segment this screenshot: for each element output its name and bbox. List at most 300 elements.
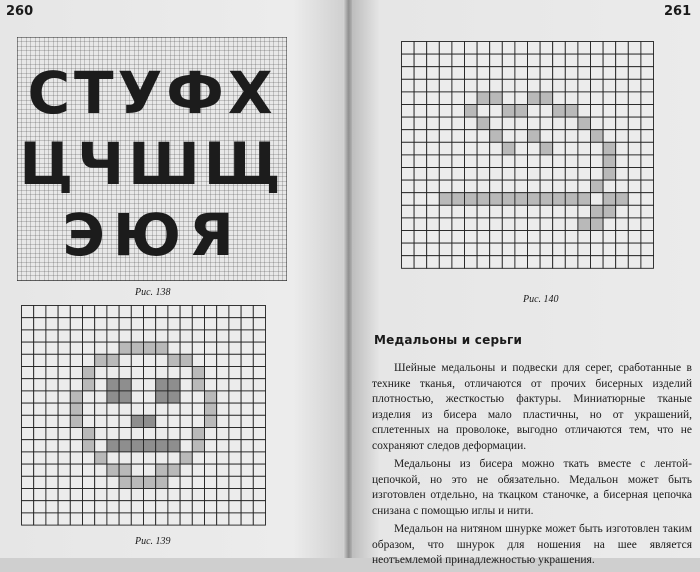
grid-cell xyxy=(107,501,119,513)
grid-cell xyxy=(180,367,192,379)
grid-cell xyxy=(119,415,131,427)
grid-cell xyxy=(192,391,204,403)
grid-cell xyxy=(95,452,107,464)
grid-cell xyxy=(465,79,478,92)
grid-cell xyxy=(253,452,265,464)
grid-cell xyxy=(217,318,229,330)
grid-cell xyxy=(95,489,107,501)
grid-cell xyxy=(217,428,229,440)
grid-cell xyxy=(95,440,107,452)
grid-cell xyxy=(83,440,95,452)
grid-cell xyxy=(34,501,46,513)
grid-cell xyxy=(477,79,490,92)
grid-cell xyxy=(402,117,415,130)
grid-cell xyxy=(452,67,465,80)
grid-cell xyxy=(427,79,440,92)
grid-cell xyxy=(46,306,58,318)
grid-cell xyxy=(402,92,415,105)
grid-cell xyxy=(22,428,34,440)
grid-cell xyxy=(553,130,566,143)
grid-cell xyxy=(616,256,629,269)
grid-cell xyxy=(168,367,180,379)
grid-cell xyxy=(641,193,654,206)
grid-cell xyxy=(603,117,616,130)
grid-cell xyxy=(465,256,478,269)
grid-cell xyxy=(144,403,156,415)
grid-cell xyxy=(452,42,465,55)
grid-cell xyxy=(144,379,156,391)
grid-cell xyxy=(616,67,629,80)
grid-cell xyxy=(490,79,503,92)
grid-cell xyxy=(70,354,82,366)
grid-cell xyxy=(490,243,503,256)
grid-cell xyxy=(515,105,528,118)
grid-cell xyxy=(107,476,119,488)
grid-cell xyxy=(22,379,34,391)
grid-cell xyxy=(107,391,119,403)
grid-cell xyxy=(628,142,641,155)
grid-cell xyxy=(34,354,46,366)
grid-cell xyxy=(180,501,192,513)
grid-cell xyxy=(553,256,566,269)
grid-cell xyxy=(83,354,95,366)
grid-cell xyxy=(119,464,131,476)
grid-cell xyxy=(591,168,604,181)
grid-cell xyxy=(591,92,604,105)
grid-cell xyxy=(490,142,503,155)
grid-cell xyxy=(46,464,58,476)
grid-cell xyxy=(591,54,604,67)
grid-cell xyxy=(439,67,452,80)
grid-cell xyxy=(168,342,180,354)
grid-cell xyxy=(22,513,34,525)
grid-cell xyxy=(528,243,541,256)
grid-cell xyxy=(477,218,490,231)
paragraph-3: Медальон на нитяном шнурке может быть изготовлен таким образом, что шнурок для ношения на шее является неотъемлемой принадлежностью украшения. xyxy=(372,523,692,566)
grid-cell xyxy=(253,513,265,525)
grid-cell xyxy=(439,117,452,130)
grid-cell xyxy=(528,155,541,168)
grid-cell xyxy=(578,92,591,105)
grid-cell xyxy=(192,318,204,330)
grid-cell xyxy=(83,342,95,354)
grid-cell xyxy=(465,67,478,80)
grid-cell xyxy=(402,193,415,206)
grid-cell xyxy=(414,193,427,206)
grid-cell xyxy=(553,54,566,67)
caption-fig-140: Рис. 140 xyxy=(523,294,559,305)
grid-cell xyxy=(427,218,440,231)
grid-cell xyxy=(58,489,70,501)
grid-cell xyxy=(502,155,515,168)
grid-cell xyxy=(616,155,629,168)
grid-cell xyxy=(22,452,34,464)
grid-cell xyxy=(229,464,241,476)
grid-cell xyxy=(192,489,204,501)
grid-cell xyxy=(528,79,541,92)
grid-cell xyxy=(565,205,578,218)
grid-cell xyxy=(565,193,578,206)
grid-cell xyxy=(253,415,265,427)
grid-cell xyxy=(465,231,478,244)
grid-cell xyxy=(70,318,82,330)
grid-cell xyxy=(477,42,490,55)
grid-cell xyxy=(229,415,241,427)
grid-cell xyxy=(156,403,168,415)
grid-cell xyxy=(192,403,204,415)
grid-cell xyxy=(578,54,591,67)
grid-cell xyxy=(192,415,204,427)
grid-cell xyxy=(241,367,253,379)
grid-cell xyxy=(217,330,229,342)
grid-cell xyxy=(58,367,70,379)
grid-cell xyxy=(83,428,95,440)
grid-cell xyxy=(217,464,229,476)
grid-cell xyxy=(490,256,503,269)
grid-cell xyxy=(603,130,616,143)
grid-cell xyxy=(402,130,415,143)
grid-cell xyxy=(490,54,503,67)
grid-cell xyxy=(229,476,241,488)
grid-cell xyxy=(515,92,528,105)
grid-cell xyxy=(131,464,143,476)
grid-cell xyxy=(205,501,217,513)
grid-cell xyxy=(565,42,578,55)
grid-cell xyxy=(168,403,180,415)
grid-cell xyxy=(515,79,528,92)
grid-cell xyxy=(414,180,427,193)
grid-cell xyxy=(46,379,58,391)
grid-cell xyxy=(131,318,143,330)
grid-cell xyxy=(616,105,629,118)
grid-cell xyxy=(565,218,578,231)
grid-cell xyxy=(253,354,265,366)
grid-cell xyxy=(34,330,46,342)
grid-cell xyxy=(528,42,541,55)
grid-cell xyxy=(144,476,156,488)
grid-cell xyxy=(70,476,82,488)
grid-cell xyxy=(119,452,131,464)
paragraph-2: Медальоны из бисера можно ткать вместе с лентой-цепочкой, но это не обязательно. Медальон может быть изготовлен отдельно, на ткацком станочке, а бисерная цепочка снизана с помощью иглы и нити. xyxy=(372,458,692,517)
grid-cell xyxy=(217,452,229,464)
grid-cell xyxy=(553,218,566,231)
grid-cell xyxy=(70,342,82,354)
grid-cell xyxy=(95,306,107,318)
grid-cell xyxy=(180,403,192,415)
grid-cell xyxy=(217,415,229,427)
grid-cell xyxy=(168,306,180,318)
grid-cell xyxy=(180,452,192,464)
grid-cell xyxy=(46,415,58,427)
grid-cell xyxy=(168,440,180,452)
grid-cell xyxy=(414,67,427,80)
grid-cell xyxy=(427,54,440,67)
grid-cell xyxy=(439,92,452,105)
grid-cell xyxy=(502,79,515,92)
grid-cell xyxy=(427,256,440,269)
grid-cell xyxy=(515,256,528,269)
grid-cell xyxy=(603,92,616,105)
grid-cell xyxy=(46,428,58,440)
grid-cell xyxy=(34,489,46,501)
grid-cell xyxy=(156,330,168,342)
figure-138-letter-chart xyxy=(17,37,287,281)
section-title: Медальоны и серьги xyxy=(374,333,523,347)
grid-cell xyxy=(95,415,107,427)
grid-cell xyxy=(465,117,478,130)
grid-cell xyxy=(144,513,156,525)
grid-cell xyxy=(229,306,241,318)
grid-cell xyxy=(253,501,265,513)
grid-cell xyxy=(515,130,528,143)
grid-cell xyxy=(22,415,34,427)
grid-cell xyxy=(628,168,641,181)
grid-cell xyxy=(540,193,553,206)
grid-cell xyxy=(591,105,604,118)
grid-cell xyxy=(95,428,107,440)
grid-cell xyxy=(144,452,156,464)
grid-cell xyxy=(144,440,156,452)
grid-cell xyxy=(641,243,654,256)
grid-cell xyxy=(34,440,46,452)
grid-cell xyxy=(58,391,70,403)
grid-cell xyxy=(34,464,46,476)
grid-cell xyxy=(452,168,465,181)
grid-cell xyxy=(156,476,168,488)
grid-cell xyxy=(490,67,503,80)
grid-cell xyxy=(46,330,58,342)
grid-cell xyxy=(46,342,58,354)
grid-cell xyxy=(144,501,156,513)
grid-cell xyxy=(205,452,217,464)
grid-cell xyxy=(616,42,629,55)
grid-cell xyxy=(180,354,192,366)
grid-cell xyxy=(70,440,82,452)
grid-cell xyxy=(192,501,204,513)
grid-cell xyxy=(578,42,591,55)
grid-cell xyxy=(34,403,46,415)
grid-cell xyxy=(553,180,566,193)
grid-cell xyxy=(477,67,490,80)
grid-cell xyxy=(452,256,465,269)
grid-cell xyxy=(402,54,415,67)
grid-cell xyxy=(641,180,654,193)
grid-cell xyxy=(452,92,465,105)
grid-cell xyxy=(565,92,578,105)
grid-cell xyxy=(217,403,229,415)
grid-cell xyxy=(253,318,265,330)
grid-cell xyxy=(22,476,34,488)
grid-cell xyxy=(540,130,553,143)
grid-cell xyxy=(83,464,95,476)
grid-cell xyxy=(540,79,553,92)
grid-cell xyxy=(427,42,440,55)
grid-cell xyxy=(241,501,253,513)
grid-cell xyxy=(565,142,578,155)
grid-cell xyxy=(439,193,452,206)
grid-cell xyxy=(241,403,253,415)
grid-cell xyxy=(217,391,229,403)
grid-cell xyxy=(241,342,253,354)
grid-cell xyxy=(502,256,515,269)
grid-cell xyxy=(402,79,415,92)
grid-cell xyxy=(490,218,503,231)
grid-cell xyxy=(180,306,192,318)
grid-cell xyxy=(119,489,131,501)
grid-cell xyxy=(439,218,452,231)
grid-cell xyxy=(502,54,515,67)
grid-cell xyxy=(46,318,58,330)
grid-cell xyxy=(490,105,503,118)
grid-cell xyxy=(477,117,490,130)
grid-cell xyxy=(241,379,253,391)
grid-cell xyxy=(119,440,131,452)
grid-cell xyxy=(628,67,641,80)
grid-cell xyxy=(528,142,541,155)
grid-cell xyxy=(180,476,192,488)
grid-cell xyxy=(156,318,168,330)
grid-cell xyxy=(192,330,204,342)
grid-cell xyxy=(402,231,415,244)
grid-cell xyxy=(616,168,629,181)
grid-cell xyxy=(241,489,253,501)
grid-cell xyxy=(540,92,553,105)
grid-cell xyxy=(465,193,478,206)
grid-cell xyxy=(490,168,503,181)
grid-cell xyxy=(241,464,253,476)
grid-cell xyxy=(528,130,541,143)
grid-cell xyxy=(180,342,192,354)
grid-cell xyxy=(616,92,629,105)
grid-cell xyxy=(241,330,253,342)
grid-cell xyxy=(427,117,440,130)
grid-cell xyxy=(241,476,253,488)
caption-fig-139: Рис. 139 xyxy=(135,536,171,547)
grid-cell xyxy=(439,42,452,55)
grid-cell xyxy=(144,354,156,366)
grid-cell xyxy=(168,318,180,330)
grid-cell xyxy=(502,180,515,193)
grid-cell xyxy=(241,513,253,525)
grid-cell xyxy=(180,428,192,440)
grid-cell xyxy=(515,243,528,256)
grid-cell xyxy=(578,117,591,130)
grid-cell xyxy=(46,403,58,415)
grid-cell xyxy=(402,155,415,168)
grid-cell xyxy=(591,205,604,218)
grid-cell xyxy=(95,513,107,525)
grid-cell xyxy=(229,501,241,513)
grid-cell xyxy=(205,428,217,440)
grid-cell xyxy=(528,105,541,118)
grid-cell xyxy=(540,180,553,193)
grid-cell xyxy=(402,205,415,218)
grid-cell xyxy=(616,180,629,193)
grid-cell xyxy=(144,306,156,318)
page-number-left: 260 xyxy=(6,4,34,19)
grid-cell xyxy=(565,231,578,244)
grid-cell xyxy=(490,180,503,193)
grid-cell xyxy=(58,476,70,488)
grid-cell xyxy=(402,142,415,155)
grid-cell xyxy=(591,231,604,244)
grid-cell xyxy=(439,243,452,256)
grid-cell xyxy=(502,42,515,55)
grid-cell xyxy=(641,79,654,92)
grid-cell xyxy=(156,306,168,318)
grid-cell xyxy=(414,155,427,168)
grid-cell xyxy=(156,367,168,379)
grid-cell xyxy=(156,415,168,427)
grid-cell xyxy=(229,489,241,501)
grid-cell xyxy=(528,231,541,244)
grid-cell xyxy=(414,231,427,244)
grid-cell xyxy=(414,218,427,231)
grid-cell xyxy=(427,92,440,105)
grid-cell xyxy=(452,193,465,206)
grid-cell xyxy=(253,476,265,488)
grid-cell xyxy=(253,391,265,403)
grid-cell xyxy=(156,489,168,501)
grid-cell xyxy=(144,391,156,403)
grid-cell xyxy=(253,440,265,452)
grid-cell xyxy=(540,243,553,256)
grid-cell xyxy=(452,231,465,244)
grid-cell xyxy=(565,256,578,269)
grid-cell xyxy=(34,513,46,525)
grid-cell xyxy=(616,205,629,218)
grid-cell xyxy=(192,354,204,366)
grid-cell xyxy=(578,67,591,80)
grid-cell xyxy=(502,142,515,155)
grid-cell xyxy=(131,354,143,366)
grid-cell xyxy=(603,193,616,206)
grid-cell xyxy=(119,367,131,379)
grid-cell xyxy=(452,180,465,193)
grid-cell xyxy=(70,501,82,513)
grid-cell xyxy=(119,342,131,354)
grid-cell xyxy=(477,155,490,168)
grid-cell xyxy=(46,367,58,379)
grid-cell xyxy=(144,428,156,440)
grid-cell xyxy=(119,476,131,488)
grid-cell xyxy=(515,42,528,55)
grid-cell xyxy=(156,342,168,354)
grid-cell xyxy=(414,117,427,130)
grid-cell xyxy=(603,54,616,67)
grid-cell xyxy=(578,218,591,231)
grid-cell xyxy=(241,318,253,330)
grid-cell xyxy=(229,513,241,525)
grid-cell xyxy=(241,452,253,464)
grid-cell xyxy=(192,452,204,464)
grid-cell xyxy=(34,391,46,403)
grid-cell xyxy=(83,391,95,403)
grid-cell xyxy=(502,243,515,256)
grid-cell xyxy=(180,489,192,501)
grid-cell xyxy=(22,391,34,403)
grid-cell xyxy=(70,452,82,464)
grid-cell xyxy=(205,476,217,488)
grid-cell xyxy=(119,354,131,366)
grid-cell xyxy=(565,67,578,80)
grid-cell xyxy=(439,79,452,92)
grid-cell xyxy=(628,205,641,218)
grid-cell xyxy=(515,155,528,168)
grid-cell xyxy=(565,155,578,168)
grid-cell xyxy=(402,243,415,256)
caption-fig-138: Рис. 138 xyxy=(135,287,171,298)
